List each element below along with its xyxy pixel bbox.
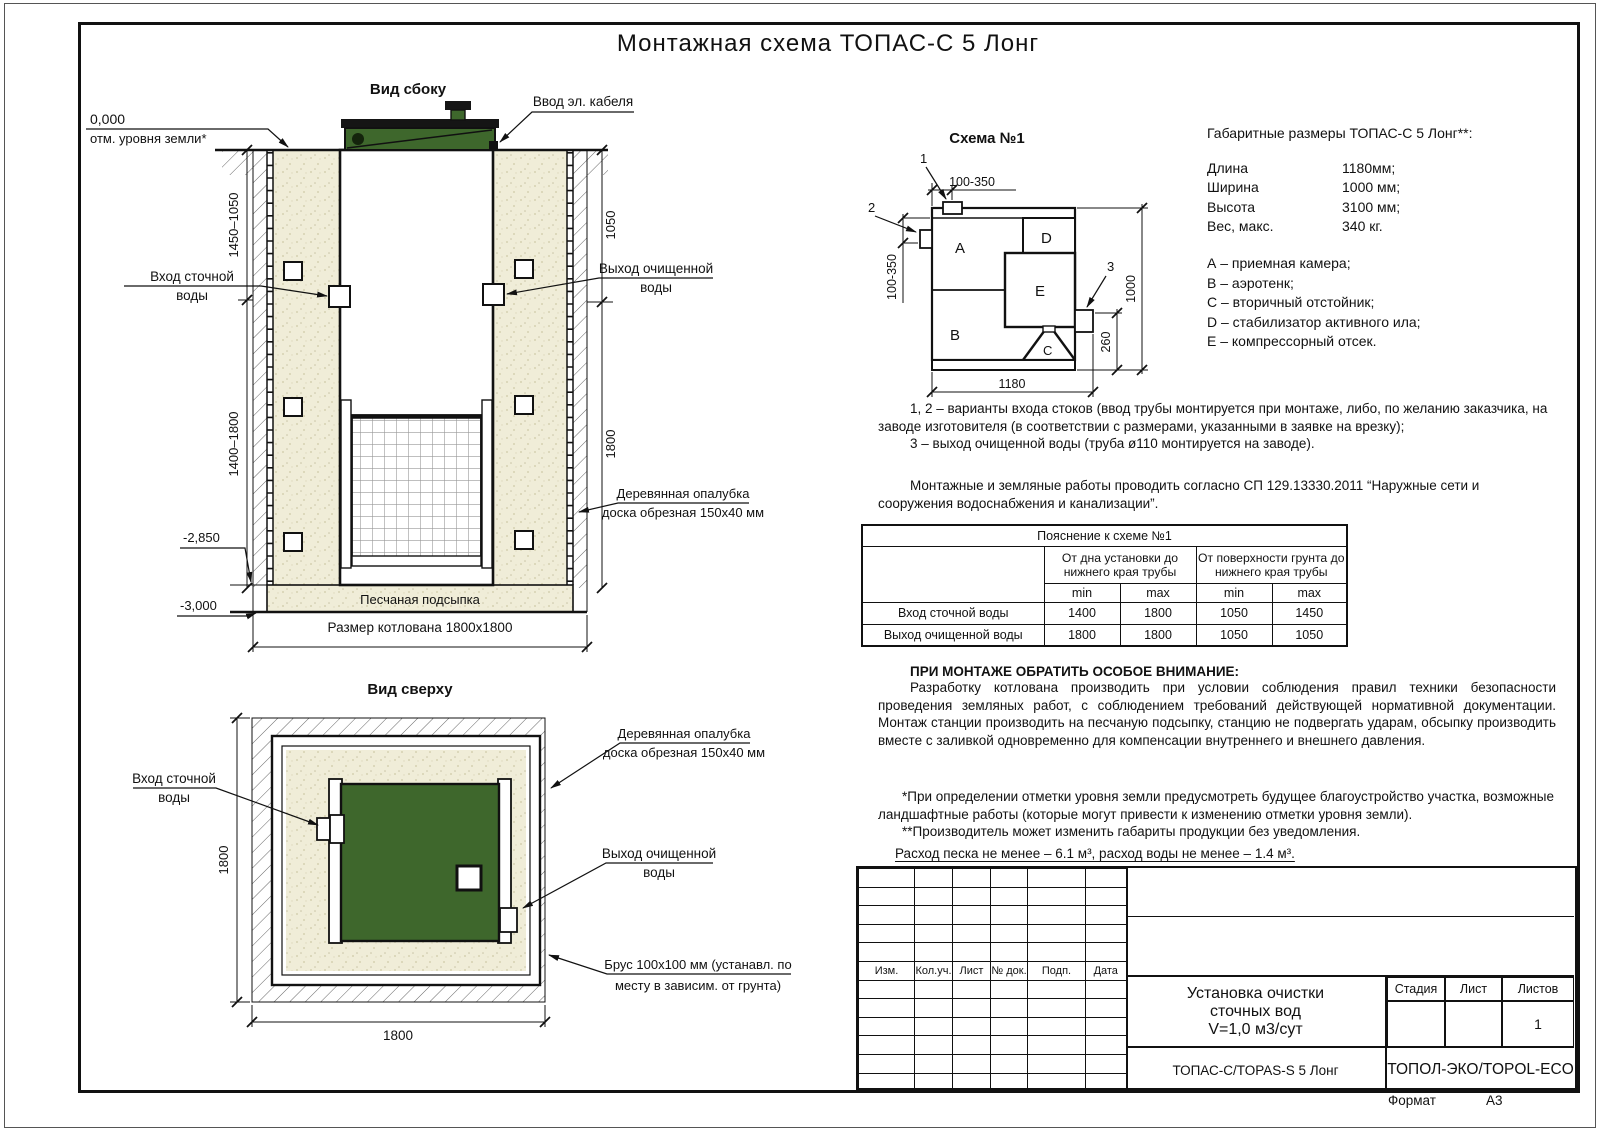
dim-left-bottom: 1400–1800 [226,411,241,477]
col-group-2: От поверхности грунта до нижнего края трубы [1196,546,1347,583]
warning-body: Разработку котлована производить при условии соблюдения правил техники безопасности проведения земляных работ, с соблюдением требований действующей нормативной документации. Монтаж станции производить на песчаную подсыпку, станцию не подвергать ударам, обсыпку производить вместе с заливкой одновременно для компенсации внутреннего и внешнего давления. [878,680,1556,748]
outlet-port [483,284,504,305]
spec-row: Вес, макс. 340 кг. [1207,218,1383,234]
project-title-cell: Установка очистки сточных вод V=1,0 м3/сут [1126,977,1387,1047]
schema-tank [920,202,1093,370]
stage-label-cell: Стадия [1387,977,1445,1001]
svg-text:Вход сточной: Вход сточной [150,269,234,284]
col-max: max [1272,583,1347,602]
sheets-value-cell: 1 [1502,1001,1574,1047]
table-title: Пояснение к схеме №1 [862,525,1347,546]
stage-value-cell [1387,1001,1445,1047]
vent-cap [445,101,471,110]
zero-level-mark [86,111,288,147]
sheet-label-cell: Лист [1445,977,1502,1001]
explanation-table [861,524,1348,647]
dim-right-bottom: 1800 [603,429,618,459]
note-sp: Монтажные и земляные работы проводить согласно СП 129.13330.2011 “Наружные сети и сооружения водоснабжения и канализации”. [878,478,1480,511]
spec-row: Высота 3100 мм; [1207,198,1401,215]
revision-grid-labels: Изм. Кол.уч. Лист № док. Подп. Дата [859,961,1127,980]
format-value: А3 [1486,1093,1503,1108]
stamp-blank-row-2 [1126,917,1574,977]
pit-size-label: Размер котлована 1800х1800 [327,620,513,635]
footnote-2: **Производитель может изменить габариты продукции без уведомления. [902,824,1361,840]
svg-text:2: 2 [868,200,876,215]
level-3000 [177,598,256,616]
inlet-variant-2-stub [920,230,932,248]
legend-item: А – приемная камера; [1207,255,1351,271]
compartment-legend [1207,254,1421,352]
tank-lid [341,101,499,150]
installation-warning [878,664,1556,749]
compartment-c: C [1043,343,1053,358]
table-row: Выход очищенной воды 1800 1800 1050 1050 [862,624,1347,646]
hatch-opening [457,866,481,890]
svg-text:отм. уровня земли*: отм. уровня земли* [90,131,207,146]
svg-text:Выход очищенной: Выход очищенной [598,261,714,276]
dimensions-spec [1207,124,1567,237]
top-view-title: Вид сверху [367,681,453,698]
svg-text:доска обрезная 150х40 мм: доска обрезная 150х40 мм [602,745,766,760]
warning-heading: ПРИ МОНТАЖЕ ОБРАТИТЬ ОСОБОЕ ВНИМАНИЕ: [910,664,1240,679]
consumption-line: Расход песка не менее – 6.1 м³, расход воды не менее – 1.4 м³. [895,846,1295,861]
ballast-grid [352,415,481,560]
svg-text:Вход сточной: Вход сточной [132,771,216,786]
legend-item: D – стабилизатор активного ила; [1207,313,1421,330]
schema-dim-right: 1000 [1124,275,1138,303]
outlet-label-plan [523,846,716,908]
schema-title: Схема №1 [949,130,1025,147]
svg-text:Деревянная опалубка: Деревянная опалубка [617,726,751,741]
svg-text:1: 1 [920,151,928,166]
table-row: Вход сточной воды 1400 1800 1050 1450 [862,602,1347,624]
footnote-1: *При определении отметки уровня земли предусмотреть будущее благоустройство участка, возможные ландшафтные работы (которые могут привести к изменению отметки уровня земли). [878,789,1555,822]
svg-text:Брус 100х100 мм (устанавл. по: Брус 100х100 мм (устанавл. по [604,957,792,972]
sheets-label-cell: Листов [1502,977,1574,1001]
compartment-e: E [1035,283,1046,300]
col-max: max [1120,583,1196,602]
schema-dim-top: 100-350 [949,175,995,189]
col-min: min [1196,583,1272,602]
inlet-port [329,286,350,307]
cable-label [500,94,634,142]
side-view-title: Вид сбоку [369,81,447,98]
svg-text:Деревянная опалубка: Деревянная опалубка [616,486,750,501]
dim-plan-bottom: 1800 [382,1028,414,1043]
tank-plan [317,779,517,943]
svg-text:Ввод эл. кабеля: Ввод эл. кабеля [532,94,634,109]
format-label: Формат [1388,1093,1436,1108]
col-min: min [1044,583,1120,602]
spec-row: Ширина 1000 мм; [1207,179,1401,195]
inlet-variant-1-stub [943,202,962,214]
schema-dim-bottom: 1180 [998,377,1026,391]
schema-1 [868,130,1148,397]
schema-dim-outlet: 260 [1099,331,1113,353]
svg-text:воды: воды [158,790,190,805]
col-group-1: От дна установки до нижнего края трубы [1044,546,1196,583]
legend-item: В – аэротенк; [1207,274,1294,291]
brand-cell: ТОПОЛ-ЭКО/TOPOL-ECO [1387,1047,1574,1092]
outlet-stub-plan [500,908,517,932]
svg-text:доска обрезная 150х40 мм: доска обрезная 150х40 мм [601,505,765,520]
legend-item: Е – компрессорный отсек. [1207,333,1377,349]
svg-text:месту в зависим. от грунта): месту в зависим. от грунта) [614,978,782,993]
inlet-stub-plan [317,818,330,840]
outlet-3-stub [1075,310,1093,332]
svg-text:воды: воды [176,288,208,303]
title-block [856,866,1577,1090]
sheet-value-cell [1445,1001,1502,1047]
side-view [86,81,764,652]
beam-label-plan [549,955,792,993]
schema-dim-left: 100-350 [885,254,899,300]
svg-text:воды: воды [643,865,675,880]
svg-text:Выход очищенной: Выход очищенной [601,846,717,861]
legend-item: С – вторичный отстойник; [1207,294,1375,310]
stamp-blank-row-1 [1126,868,1574,917]
tank-section [329,150,504,585]
spec-row: Длина 1180мм; [1207,159,1396,176]
svg-text:-2,850: -2,850 [183,530,220,545]
compartment-d: D [1041,230,1052,247]
top-view [132,681,792,1043]
svg-text:-3,000: -3,000 [180,598,217,613]
cable-entry-point [489,141,498,150]
revision-grid [858,868,1128,1092]
dim-plan-side: 1800 [216,845,231,875]
compartment-a: A [955,240,966,257]
formwork-label-side [579,486,764,520]
footnotes [878,788,1558,841]
spec-heading: Габаритные размеры ТОПАС-С 5 Лонг**: [1207,125,1473,141]
svg-text:0,000: 0,000 [90,111,126,127]
svg-text:3: 3 [1107,259,1115,274]
formwork-label-plan [551,726,765,788]
dim-left-top: 1450–1050 [226,192,241,258]
sand-bed-label: Песчаная подсыпка [360,592,480,607]
compartment-b: B [950,327,961,344]
table-corner [862,546,1044,602]
page-title: Монтажная схема ТОПАС-С 5 Лонг [616,30,1040,57]
model-cell: ТОПАС-С/TOPAS-S 5 Лонг [1126,1047,1387,1092]
dim-right-top: 1050 [603,210,618,240]
svg-text:воды: воды [640,280,672,295]
note-variants: 1, 2 – варианты входа стоков (ввод трубы монтируется при монтаже, либо, по желанию заказчика, на заводе изготовителя (в соответствии с размерами, указанными в заявке на врезку); 3 – выход очищенной воды (труба ø110 монтируется на заводе). [878,401,1548,452]
